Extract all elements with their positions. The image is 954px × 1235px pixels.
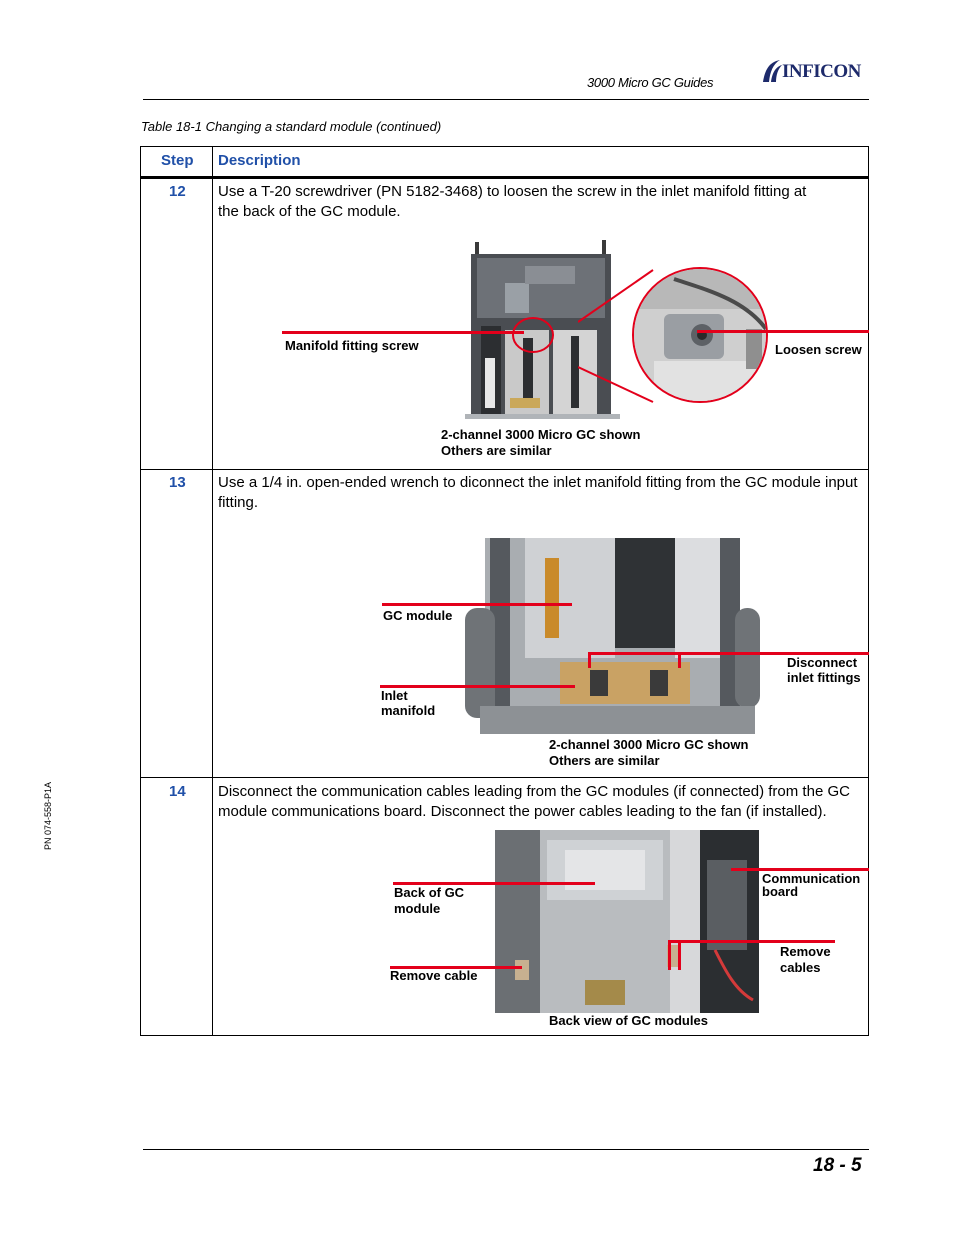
part-number: PN 074-558-P1A: [43, 781, 53, 850]
callout-label-inlet-manifold: manifold: [381, 703, 436, 718]
callout-line: [382, 603, 572, 606]
step-description: Use a T-20 screwdriver (PN 5182-3468) to loosen the screw in the inlet manifold fitting at the back of the GC module.: [218, 183, 807, 220]
document-title: 3000 Micro GC Guides: [587, 75, 714, 90]
photo-caption: 2-channel 3000 Micro GC shown: [549, 737, 749, 752]
table-header-rule: [140, 176, 869, 179]
callout-tick: [668, 940, 671, 970]
callout-label-back-of-gc: module: [394, 901, 441, 916]
callout-line: [380, 685, 575, 688]
photo-caption: 2-channel 3000 Micro GC shown: [441, 427, 641, 442]
callout-label-back-of-gc: Back of GC: [394, 885, 465, 900]
callout-tick: [588, 652, 591, 668]
callout-label-remove-cables: cables: [780, 960, 821, 975]
gc-module-photo: [465, 538, 760, 738]
table-column-divider: [212, 146, 213, 1036]
callout-label-remove-cable: Remove cable: [390, 968, 478, 983]
callout-label-disconnect: Disconnect: [787, 655, 858, 670]
photo-caption: Others are similar: [441, 443, 552, 458]
step-number: 13: [169, 474, 186, 491]
step-number: 12: [169, 183, 186, 200]
callout-label-gc-module: GC module: [383, 608, 453, 623]
callout-tick: [678, 940, 681, 970]
logo-wordmark: INFICON: [782, 61, 861, 82]
step-description: Use a 1/4 in. open-ended wrench to diconnect the inlet manifold fitting from the GC module input fitting.: [218, 474, 858, 511]
callout-label-loosen-screw: Loosen screw: [775, 342, 862, 357]
callout-label-comm-board: board: [762, 884, 799, 899]
callout-line: [668, 940, 835, 943]
callout-tick: [678, 652, 681, 668]
step-description: Disconnect the communication cables leading from the GC modules (if connected) from the GC module communications board. Disconnect the power cables leading to the fan (if installed).: [218, 783, 850, 820]
inficon-logo: [760, 58, 872, 84]
row-divider: [140, 469, 869, 470]
column-header-description: Description: [218, 152, 301, 169]
photo-caption: Others are similar: [549, 753, 660, 768]
column-header-step: Step: [161, 152, 194, 169]
step-number: 14: [169, 783, 186, 800]
callout-label-remove-cables: Remove: [780, 944, 831, 959]
footer-divider: [143, 1149, 869, 1150]
table-caption: Table 18-1 Changing a standard module (continued): [141, 119, 442, 134]
zoomed-screw-photo: [632, 267, 768, 403]
callout-line: [697, 330, 869, 333]
header-divider: [143, 99, 869, 100]
callout-label-comm-board: Communication: [762, 871, 861, 886]
callout-label-manifold-screw: Manifold fitting screw: [285, 338, 419, 353]
callout-label-inlet-manifold: Inlet: [381, 688, 408, 703]
photo-caption: Back view of GC modules: [549, 1013, 708, 1028]
back-view-photo: [495, 830, 759, 1013]
callout-line: [282, 331, 524, 334]
callout-label-disconnect: inlet fittings: [787, 670, 861, 685]
page-number: 18 - 5: [813, 1155, 862, 1176]
row-divider: [140, 777, 869, 778]
